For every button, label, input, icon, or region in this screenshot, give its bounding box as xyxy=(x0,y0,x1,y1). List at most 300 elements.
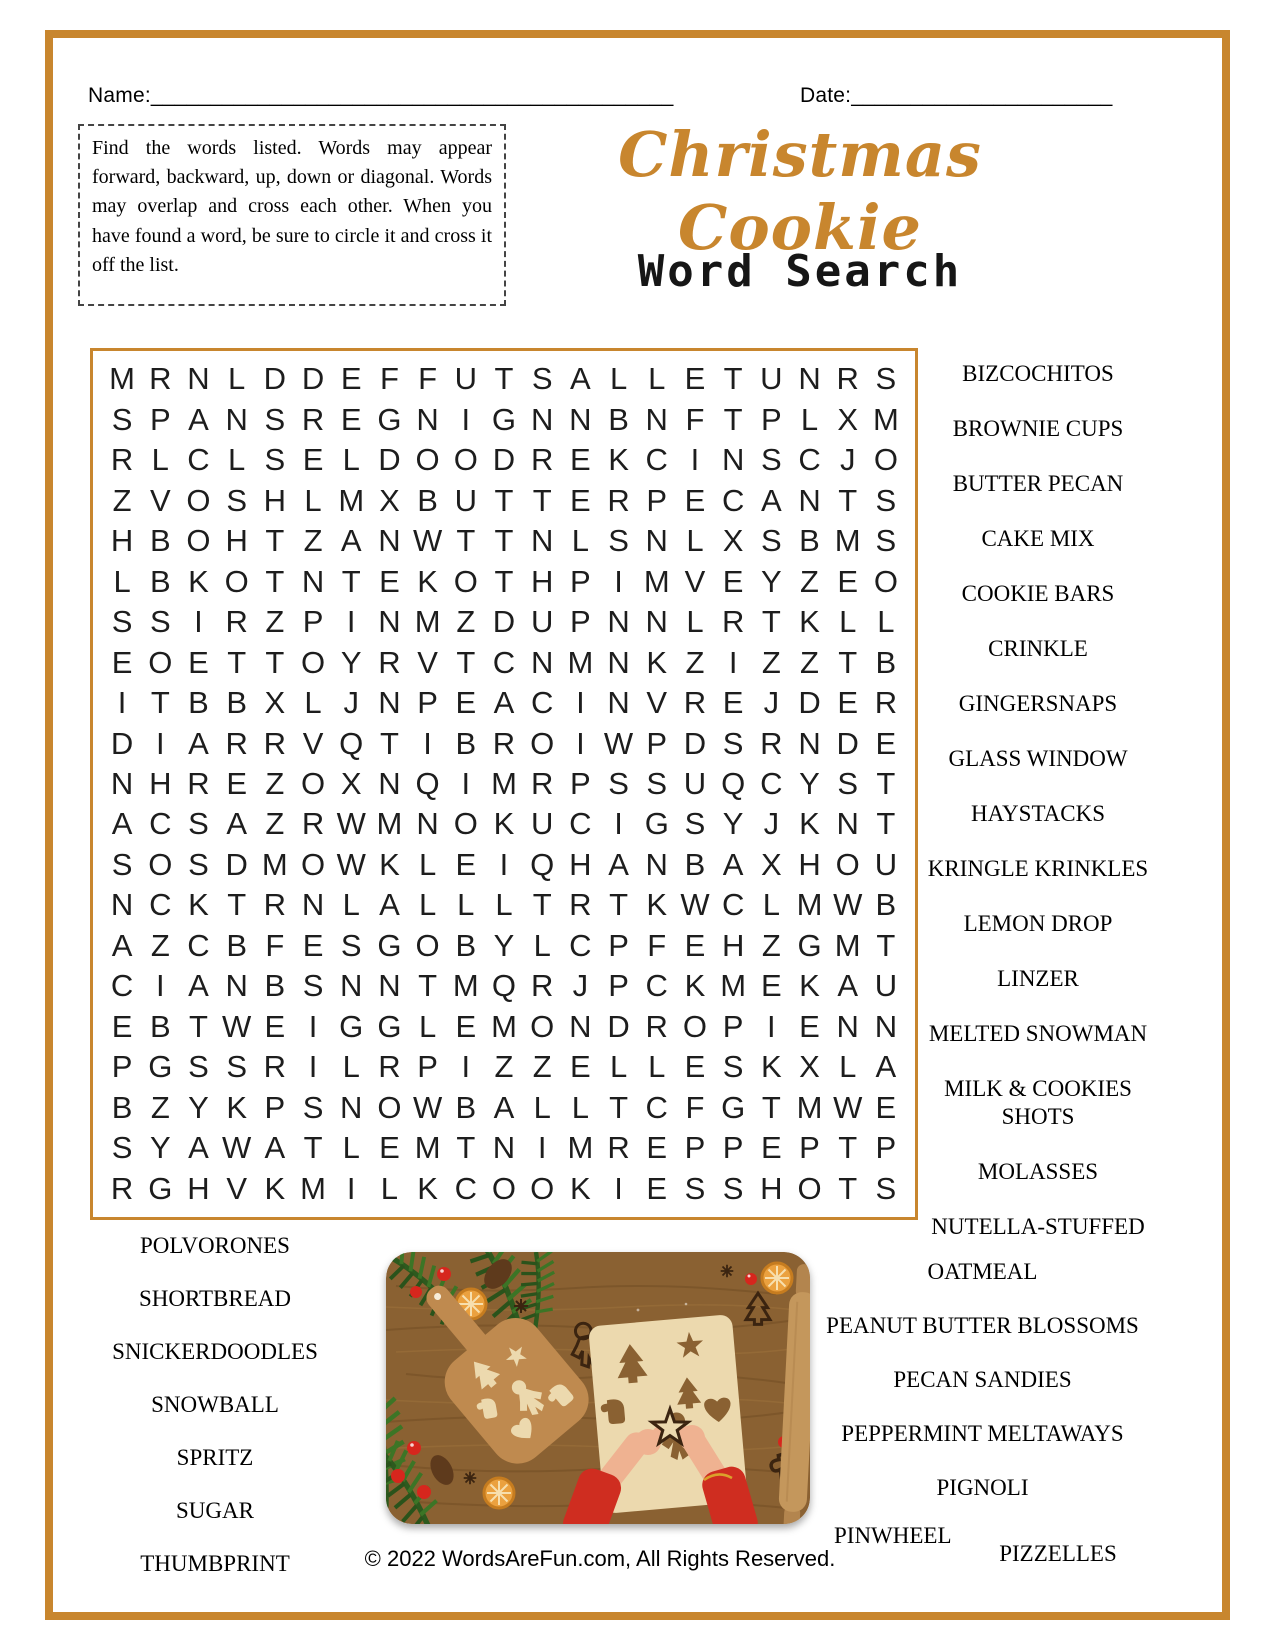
date-blank-line: ______________________ xyxy=(851,84,1113,107)
word-list-item: SNOWBALL xyxy=(151,1392,279,1417)
grid-letter: I xyxy=(614,563,623,599)
word-list-item: POLVORONES xyxy=(140,1233,290,1258)
grid-letter: D xyxy=(492,442,516,478)
grid-letter: E xyxy=(188,644,209,680)
grid-letter: W xyxy=(412,1089,443,1125)
grid-letter: L xyxy=(342,442,360,478)
word-list-item: PIZZELLES xyxy=(999,1541,1117,1566)
grid-letter: M xyxy=(300,1170,326,1206)
grid-letter: O xyxy=(415,442,440,478)
grid-letter: R xyxy=(492,725,516,761)
grid-letter: C xyxy=(149,806,172,842)
grid-letter: J xyxy=(763,685,780,721)
grid-letter: F xyxy=(685,1089,705,1125)
grid-letter: N xyxy=(607,644,630,680)
grid-letter: L xyxy=(304,482,322,518)
grid-letter: R xyxy=(569,887,592,923)
grid-letter: Z xyxy=(800,563,819,599)
word-list-item: PIGNOLI xyxy=(936,1475,1029,1500)
grid-letter: S xyxy=(264,401,286,437)
grid-letter: T xyxy=(838,1170,858,1206)
grid-letter: B xyxy=(149,1008,171,1044)
grid-letter: W xyxy=(222,1008,252,1044)
grid-letter: R xyxy=(225,725,248,761)
grid-letter: I xyxy=(155,725,165,761)
grid-letter: I xyxy=(461,1049,471,1085)
grid-letter: T xyxy=(494,482,514,518)
grid-row xyxy=(103,561,905,601)
word-list-item: PINWHEEL xyxy=(834,1523,952,1548)
grid-letter: C xyxy=(454,1170,477,1206)
grid-letter: E xyxy=(264,1008,286,1044)
grid-letter: V xyxy=(149,482,171,518)
grid-letter: S xyxy=(722,725,744,761)
grid-letter: N xyxy=(607,604,630,640)
grid-letter: T xyxy=(838,1130,858,1166)
grid-letter: S xyxy=(226,1049,247,1085)
grid-letter: T xyxy=(265,523,285,559)
word-list-item: LEMON DROP xyxy=(963,911,1113,936)
grid-letter: T xyxy=(876,927,896,963)
grid-letter: X xyxy=(760,846,782,882)
grid-letter: C xyxy=(798,442,821,478)
grid-letter: B xyxy=(149,523,171,559)
grid-letter: T xyxy=(494,361,514,397)
grid-letter: B xyxy=(455,1089,477,1125)
grid-letter: Z xyxy=(761,927,781,963)
grid-letter: P xyxy=(608,927,629,963)
grid-letter: N xyxy=(530,401,554,437)
grid-letter: N xyxy=(645,846,668,882)
grid-letter: M xyxy=(491,765,517,801)
grid-letter: I xyxy=(346,604,356,640)
grid-letter: F xyxy=(265,927,285,963)
grid-letter: E xyxy=(570,1049,591,1085)
grid-letter: D xyxy=(836,725,859,761)
grid-letter: D xyxy=(798,685,821,721)
grid-letter: I xyxy=(690,442,700,478)
grid-letter: A xyxy=(226,806,247,842)
grid-letter: E xyxy=(684,927,706,963)
word-list-item: BROWNIE CUPS xyxy=(952,416,1124,441)
grid-letter: A xyxy=(111,927,133,963)
grid-letter: L xyxy=(533,927,551,963)
grid-letter: O xyxy=(148,846,173,882)
grid-letter: I xyxy=(423,725,432,761)
grid-letter: I xyxy=(576,725,585,761)
grid-letter: H xyxy=(110,523,134,559)
grid-letter: C xyxy=(721,887,745,923)
word-list-item: MOLASSES xyxy=(977,1159,1099,1184)
grid-letter: B xyxy=(799,523,820,559)
grid-letter: M xyxy=(872,401,899,437)
grid-letter: C xyxy=(721,482,745,518)
grid-letter: E xyxy=(455,846,477,882)
grid-letter: N xyxy=(340,968,363,1004)
grid-letter: G xyxy=(148,1170,173,1206)
grid-letter: L xyxy=(609,1049,628,1085)
grid-letter: T xyxy=(379,725,399,761)
grid-letter: E xyxy=(760,968,782,1004)
grid-letter: A xyxy=(722,846,744,882)
grid-letter: P xyxy=(875,1130,897,1166)
grid-letter: L xyxy=(151,442,169,478)
grid-letter: L xyxy=(304,685,322,721)
grid-letter: H xyxy=(187,1170,210,1206)
grid-letter: O xyxy=(300,765,326,801)
grid-letter: D xyxy=(607,1008,630,1044)
grid-letter: I xyxy=(461,401,471,437)
grid-letter: L xyxy=(228,442,246,478)
grid-letter: M xyxy=(643,563,670,599)
grid-letter: B xyxy=(684,846,706,882)
grid-letter: S xyxy=(837,765,859,801)
grid-letter: T xyxy=(265,563,285,599)
grid-letter: R xyxy=(225,604,248,640)
grid-letter: E xyxy=(684,361,706,397)
grid-letter: O xyxy=(224,563,249,599)
grid-letter: X xyxy=(837,401,859,437)
grid-letter: N xyxy=(110,765,134,801)
grid-letter: S xyxy=(646,765,668,801)
grid-letter: W xyxy=(833,1089,863,1125)
grid-letter: I xyxy=(614,1170,623,1206)
grid-letter: N xyxy=(798,482,821,518)
word-list-item: GLASS WINDOW xyxy=(948,746,1128,771)
grid-letter: P xyxy=(570,604,591,640)
grid-letter: C xyxy=(645,968,668,1004)
grid-letter: R xyxy=(530,442,554,478)
grid-letter: C xyxy=(569,806,592,842)
grid-letter: I xyxy=(461,765,471,801)
grid-letter: K xyxy=(264,1170,286,1206)
grid-letter: T xyxy=(303,1130,323,1166)
grid-letter: W xyxy=(680,887,710,923)
grid-letter: H xyxy=(569,846,592,882)
grid-row xyxy=(103,642,905,682)
grid-letter: Z xyxy=(532,1049,552,1085)
word-list-item: LINZER xyxy=(997,966,1079,991)
grid-letter: M xyxy=(452,968,479,1004)
grid-letter: P xyxy=(149,401,171,437)
grid-letter: I xyxy=(308,1049,318,1085)
grid-letter: R xyxy=(301,401,325,437)
grid-letter: N xyxy=(378,604,401,640)
grid-letter: E xyxy=(875,1089,897,1125)
grid-letter: B xyxy=(455,927,477,963)
grid-letter: X xyxy=(379,482,400,518)
grid-letter: R xyxy=(110,442,134,478)
grid-row xyxy=(103,926,905,966)
grid-letter: N xyxy=(301,563,325,599)
grid-letter: P xyxy=(608,968,629,1004)
grid-letter: J xyxy=(763,806,780,842)
grid-letter: O xyxy=(491,1170,517,1206)
grid-letter: R xyxy=(607,1130,630,1166)
grid-letter: S xyxy=(302,1089,324,1125)
grid-row xyxy=(103,845,905,885)
word-list-item: HAYSTACKS xyxy=(970,801,1106,826)
grid-letter: X xyxy=(340,765,362,801)
grid-row xyxy=(103,764,905,804)
grid-letter: R xyxy=(263,887,287,923)
grid-letter: Z xyxy=(800,644,819,680)
grid-letter: G xyxy=(148,1049,173,1085)
word-list-item: SUGAR xyxy=(176,1498,254,1523)
grid-letter: E xyxy=(760,1130,782,1166)
grid-letter: N xyxy=(225,401,248,437)
grid-letter: S xyxy=(684,806,706,842)
grid-letter: D xyxy=(683,725,707,761)
grid-letter: T xyxy=(265,644,285,680)
grid-letter: V xyxy=(302,725,324,761)
grid-letter: W xyxy=(412,523,443,559)
grid-letter: S xyxy=(875,361,897,397)
grid-letter: I xyxy=(194,604,203,640)
word-list-item: COOKIE BARS xyxy=(961,581,1115,606)
grid-letter: W xyxy=(336,806,366,842)
grid-letter: S xyxy=(340,927,362,963)
grid-letter: E xyxy=(570,482,591,518)
grid-letter: O xyxy=(682,1008,707,1044)
grid-letter: R xyxy=(187,765,210,801)
grid-letter: O xyxy=(300,846,326,882)
grid-letter: M xyxy=(720,968,747,1004)
grid-letter: E xyxy=(837,685,859,721)
grid-letter: R xyxy=(836,361,859,397)
word-list-item: CAKE MIX xyxy=(981,526,1095,551)
grid-letter: R xyxy=(874,685,898,721)
grid-letter: C xyxy=(569,927,592,963)
grid-letter: O xyxy=(186,523,211,559)
grid-letter: Z xyxy=(112,482,132,518)
grid-letter: C xyxy=(530,685,554,721)
grid-letter: K xyxy=(684,968,706,1004)
grid-letter: N xyxy=(530,523,554,559)
grid-letter: C xyxy=(187,442,210,478)
grid-letter: O xyxy=(186,482,211,518)
grid-letter: K xyxy=(417,1170,438,1206)
grid-letter: C xyxy=(187,927,210,963)
grid-letter: O xyxy=(530,725,555,761)
grid-letter: S xyxy=(111,604,133,640)
grid-letter: W xyxy=(603,725,634,761)
grid-letter: M xyxy=(796,1089,823,1125)
grid-letter: N xyxy=(416,806,439,842)
grid-letter: K xyxy=(646,644,668,680)
grid-letter: A xyxy=(264,1130,286,1166)
grid-letter: T xyxy=(838,482,858,518)
grid-letter: B xyxy=(875,644,897,680)
grid-letter: L xyxy=(648,1049,666,1085)
grid-letter: E xyxy=(455,1008,477,1044)
grid-letter: U xyxy=(683,765,707,801)
grid-letter: J xyxy=(343,685,359,721)
word-list-right-lower xyxy=(810,1258,1155,1528)
grid-letter: L xyxy=(418,846,437,882)
grid-letter: L xyxy=(800,401,819,437)
grid-letter: I xyxy=(346,1170,356,1206)
grid-letter: L xyxy=(113,563,131,599)
grid-letter: R xyxy=(110,1170,134,1206)
grid-letter: R xyxy=(263,725,287,761)
grid-letter: S xyxy=(875,482,897,518)
name-label: Name: xyxy=(88,84,151,107)
grid-letter: N xyxy=(798,725,821,761)
grid-letter: O xyxy=(835,846,860,882)
grid-letter: N xyxy=(378,765,401,801)
name-field xyxy=(88,84,674,108)
grid-letter: M xyxy=(796,887,823,923)
grid-row xyxy=(103,359,905,399)
grid-letter: B xyxy=(875,887,897,923)
grid-letter: L xyxy=(609,361,628,397)
grid-letter: P xyxy=(799,1130,820,1166)
grid-letter: P xyxy=(417,685,438,721)
grid-letter: I xyxy=(308,1008,318,1044)
word-list-item: PEANUT BUTTER BLOSSOMS xyxy=(826,1313,1139,1338)
grid-letter: T xyxy=(761,604,781,640)
grid-letter: S xyxy=(722,1049,744,1085)
grid-letter: N xyxy=(378,968,401,1004)
grid-letter: O xyxy=(873,563,898,599)
grid-row xyxy=(103,1088,905,1128)
grid-letter: S xyxy=(264,442,286,478)
grid-letter: G xyxy=(339,1008,364,1044)
grid-letter: T xyxy=(761,1089,781,1125)
grid-letter: N xyxy=(378,523,401,559)
grid-letter: A xyxy=(493,685,515,721)
grid-letter: Y xyxy=(188,1089,209,1125)
grid-letter: N xyxy=(798,361,821,397)
grid-letter: T xyxy=(456,644,476,680)
grid-letter: T xyxy=(189,1008,208,1044)
grid-letter: E xyxy=(570,442,591,478)
grid-letter: O xyxy=(415,927,440,963)
instructions-text: Find the words listed. Words may appear forward, backward, up, down or diagonal. Words may overlap and cross each other. When you have found a word, be sure to circle it and cross it off the list. xyxy=(92,137,492,276)
grid-letter: D xyxy=(301,361,325,397)
grid-letter: Q xyxy=(530,846,555,882)
word-list-item: OATMEAL xyxy=(927,1259,1038,1284)
grid-letter: E xyxy=(340,401,362,437)
word-list-item: SHORTBREAD xyxy=(139,1286,291,1311)
grid-letter: N xyxy=(110,887,134,923)
grid-letter: A xyxy=(875,1049,897,1085)
orange-slice-icon xyxy=(762,1263,792,1293)
grid-letter: M xyxy=(834,927,861,963)
grid-row xyxy=(103,1128,905,1168)
grid-letter: H xyxy=(721,927,745,963)
grid-letter: R xyxy=(378,1049,401,1085)
grid-letter: G xyxy=(721,1089,746,1125)
grid-letter: C xyxy=(110,968,134,1004)
grid-letter: S xyxy=(608,765,629,801)
grid-letter: H xyxy=(225,523,248,559)
grid-letter: T xyxy=(609,1089,629,1125)
grid-letter: O xyxy=(453,442,478,478)
grid-letter: E xyxy=(302,442,324,478)
word-list-item: NUTELLA-STUFFED xyxy=(931,1214,1145,1239)
grid-letter: A xyxy=(111,806,133,842)
grid-letter: R xyxy=(530,968,554,1004)
grid-letter: N xyxy=(874,1008,898,1044)
grid-letter: E xyxy=(646,1170,668,1206)
grid-letter: I xyxy=(117,685,127,721)
grid-letter: S xyxy=(226,482,247,518)
grid-letter: S xyxy=(875,523,897,559)
grid-letter: P xyxy=(264,1089,286,1125)
grid-letter: W xyxy=(833,887,863,923)
grid-letter: N xyxy=(569,401,592,437)
grid-letter: P xyxy=(417,1049,438,1085)
grid-letter: N xyxy=(645,523,668,559)
grid-letter: E xyxy=(799,1008,820,1044)
grid-letter: Y xyxy=(799,765,820,801)
grid-letter: I xyxy=(728,644,738,680)
grid-letter: A xyxy=(760,482,782,518)
grid-letter: D xyxy=(378,442,401,478)
word-list-bottom-left xyxy=(62,1232,368,1603)
grid-row xyxy=(103,1169,905,1209)
grid-letter: Z xyxy=(685,644,705,680)
word-list-item: GINGERSNAPS xyxy=(958,691,1118,716)
grid-letter: N xyxy=(301,887,325,923)
grid-letter: R xyxy=(607,482,630,518)
grid-letter: P xyxy=(646,482,668,518)
grid-letter: M xyxy=(414,604,441,640)
grid-letter: D xyxy=(225,846,248,882)
grid-letter: I xyxy=(537,1130,547,1166)
grid-letter: V xyxy=(684,563,706,599)
copyright-text: © 2022 WordsAreFun.com, All Rights Reserved. xyxy=(364,1546,836,1571)
grid-letter: M xyxy=(491,1008,517,1044)
grid-letter: O xyxy=(453,563,478,599)
word-search-grid xyxy=(90,348,918,1220)
grid-letter: A xyxy=(188,401,209,437)
grid-letter: L xyxy=(686,523,704,559)
grid-letter: O xyxy=(530,1008,555,1044)
grid-row xyxy=(103,440,905,480)
grid-letter: L xyxy=(648,361,666,397)
grid-letter: B xyxy=(188,685,209,721)
grid-letter: S xyxy=(722,1170,744,1206)
grid-letter: V xyxy=(417,644,438,680)
grid-letter: O xyxy=(873,442,898,478)
grid-letter: S xyxy=(608,523,629,559)
grid-letter: B xyxy=(226,927,247,963)
grid-letter: N xyxy=(416,401,439,437)
grid-letter: S xyxy=(149,604,171,640)
grid-letter: E xyxy=(379,563,400,599)
grid-letter: L xyxy=(839,1049,857,1085)
word-list-item: BIZCOCHITOS xyxy=(962,361,1114,386)
grid-letter: E xyxy=(379,1130,400,1166)
grid-letter: B xyxy=(264,968,286,1004)
grid-row xyxy=(103,966,905,1006)
grid-letter: L xyxy=(457,887,475,923)
grid-letter: N xyxy=(645,401,668,437)
grid-letter: O xyxy=(300,644,326,680)
grid-letter: F xyxy=(418,361,438,397)
grid-letter: T xyxy=(876,806,896,842)
grid-letter: F xyxy=(379,361,399,397)
grid-letter: K xyxy=(799,604,820,640)
grid-letter: Z xyxy=(265,765,285,801)
grid-row xyxy=(103,885,905,925)
grid-row xyxy=(103,683,905,723)
grid-letter: H xyxy=(263,482,287,518)
grid-letter: Q xyxy=(415,765,440,801)
